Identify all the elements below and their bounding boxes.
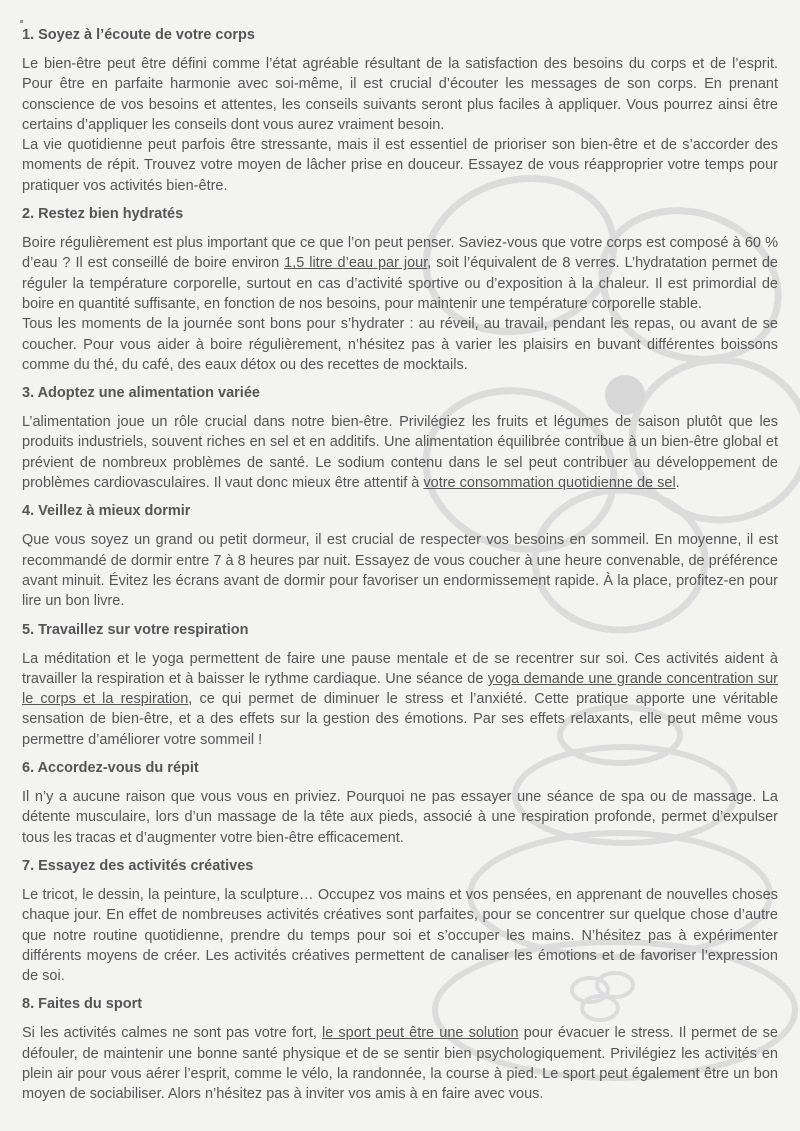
- paragraph: Tous les moments de la journée sont bons pour s’hydrater : au réveil, au travail, pendant les repas, ou avant de se coucher. Pour vous aider à boire régulièrement, n’hésitez pas à varier les plaisirs en buvant différentes boissons comme du thé, du café, des eaux détox ou des recettes de mocktails.: [22, 316, 778, 373]
- paragraph: [22, 649, 778, 750]
- text-run: , soit l’équivalent de 8 verres. L’hydratation permet de réguler la température corporelle, surtout en cas d’activité sportive ou d’exposition à la chaleur. Il est primordial de boire en quantité suffisante, en fonction de nos besoins, pour maintenir une température corporelle stable.: [22, 255, 778, 312]
- section-title: 1. Soyez à l’écoute de votre corps: [22, 27, 255, 43]
- text-run: La méditation et le yoga permettent de faire une pause mentale et de se recentrer sur soi. Ces activités aident à travailler la respiration et à baisser le rythme cardiaque. Une séance de: [22, 650, 778, 687]
- paragraph: Le tricot, le dessin, la peinture, la sculpture… Occupez vos mains et vos pensées, en apprenant de nouvelles choses chaque jour. En effet de nombreuses activités créatives sont parfaites, pour se concentrer sur quelque chose d’autre que notre routine quotidienne, prendre du temps pour soi et s’occuper les mains. N’hésitez pas à expérimenter différents moyens de créer. Les activités créatives permettent de canaliser les émotions et de favoriser l’expression de soi.: [22, 886, 778, 985]
- paragraph: Que vous soyez un grand ou petit dormeur, il est crucial de respecter vos besoins en sommeil. En moyenne, il est recommandé de dormir entre 7 à 8 heures par nuit. Essayez de vous coucher à une heure convenable, de préférence avant minuit. Évitez les écrans avant de dormir pour favoriser un endormissement rapide. À la place, profitez-en pour lire un bon livre.: [22, 532, 778, 610]
- yoga-link[interactable]: yoga demande une grande concentration sur le corps et la respiration: [22, 670, 778, 708]
- text-run: .: [675, 475, 680, 492]
- section-3: [22, 384, 778, 493]
- hydration-link[interactable]: 1,5 litre d’eau par jour: [284, 255, 428, 272]
- section-4: [22, 502, 778, 611]
- text-run: L’alimentation joue un rôle crucial dans notre bien-être. Privilégiez les fruits et légumes de saison plutôt que les produits industriels, souvent riches en sel et en additifs. Une alimentation équilibrée contribue à un bien-être global et prévient de nombreux problèmes de santé. Le sodium contenu dans le sel peut contribuer au développement de problèmes cardiovasculaires. Il vaut donc mieux être attentif à: [22, 414, 778, 492]
- paragraph: [22, 233, 778, 314]
- section-6: [22, 759, 778, 848]
- text-run: Si les activités calmes ne sont pas votre fort,: [22, 1025, 323, 1042]
- salt-consumption-link[interactable]: votre consommation quotidienne de sel: [423, 475, 676, 492]
- paragraph: Le bien-être peut être défini comme l’état agréable résultant de la satisfaction des besoins du corps et de l’esprit. Pour être en parfaite harmonie avec soi-même, il est crucial d’écouter les messages de son corps. En prenant conscience de vos besoins et attentes, les conseils suivants seront plus faciles à appliquer. Vous pourrez ainsi être certains d’appliquer les conseils dont vous aurez vraiment besoin.: [22, 56, 778, 133]
- text-run: Boire régulièrement est plus important que ce que l’on peut penser. Saviez-vous que votre corps est composé à 60 % d’eau ? Il est conseillé de boire environ: [22, 235, 778, 272]
- section-5: [22, 621, 778, 750]
- section-title: 2. Restez bien hydratés: [22, 206, 184, 223]
- section-title: 7. Essayez des activités créatives: [22, 857, 254, 874]
- section-title: 5. Travaillez sur votre respiration: [22, 621, 249, 638]
- paragraph: Il n’y a aucune raison que vous vous en priviez. Pourquoi ne pas essayer une séance de spa ou de massage. La détente musculaire, lors d’un massage de la tête aux pieds, associé à une respiration profonde, permet d’expulser tous les tracas et d’augmenter votre bien-être efficacement.: [22, 789, 778, 846]
- section-1: [22, 26, 778, 196]
- section-title: 8. Faites du sport: [22, 996, 143, 1013]
- section-title: 6. Accordez-vous du répit: [22, 760, 199, 777]
- paragraph: [22, 412, 778, 493]
- section-title: 3. Adoptez une alimentation variée: [22, 385, 260, 402]
- text-run: , ce qui permet de diminuer le stress et l’anxiété. Cette pratique apporte une véritable sensation de bien-être, et a des effets sur la gestion des émotions. Par ses effets relaxants, elle peut même vous permettre d’améliorer votre sommeil !: [22, 691, 779, 748]
- section-title: 4. Veillez à mieux dormir: [22, 503, 191, 520]
- section-8: [22, 995, 778, 1104]
- sport-link[interactable]: le sport peut être une solution: [322, 1025, 519, 1042]
- section-2: [22, 205, 778, 375]
- paragraph: La vie quotidienne peut parfois être stressante, mais il est essentiel de prioriser son bien-être et de s’accorder des moments de répit. Trouvez votre moyen de lâcher prise en douceur. Essayez de vous réapproprier votre temps pour pratiquer vos activités bien-être.: [22, 137, 778, 194]
- text-run: pour évacuer le stress. Il permet de se défouler, de maintenir une bonne santé physique et de se sentir bien psychologiquement. Privilégiez les activités en plein air pour vous aérer l’esprit, comme le vélo, la randonnée, la course à pied. Le sport peut également être un bon moyen de sociabiliser. Alors n’hésitez pas à inviter vos amis à en faire avec vous.: [22, 1025, 778, 1103]
- section-7: [22, 857, 778, 986]
- paragraph: [22, 1023, 778, 1104]
